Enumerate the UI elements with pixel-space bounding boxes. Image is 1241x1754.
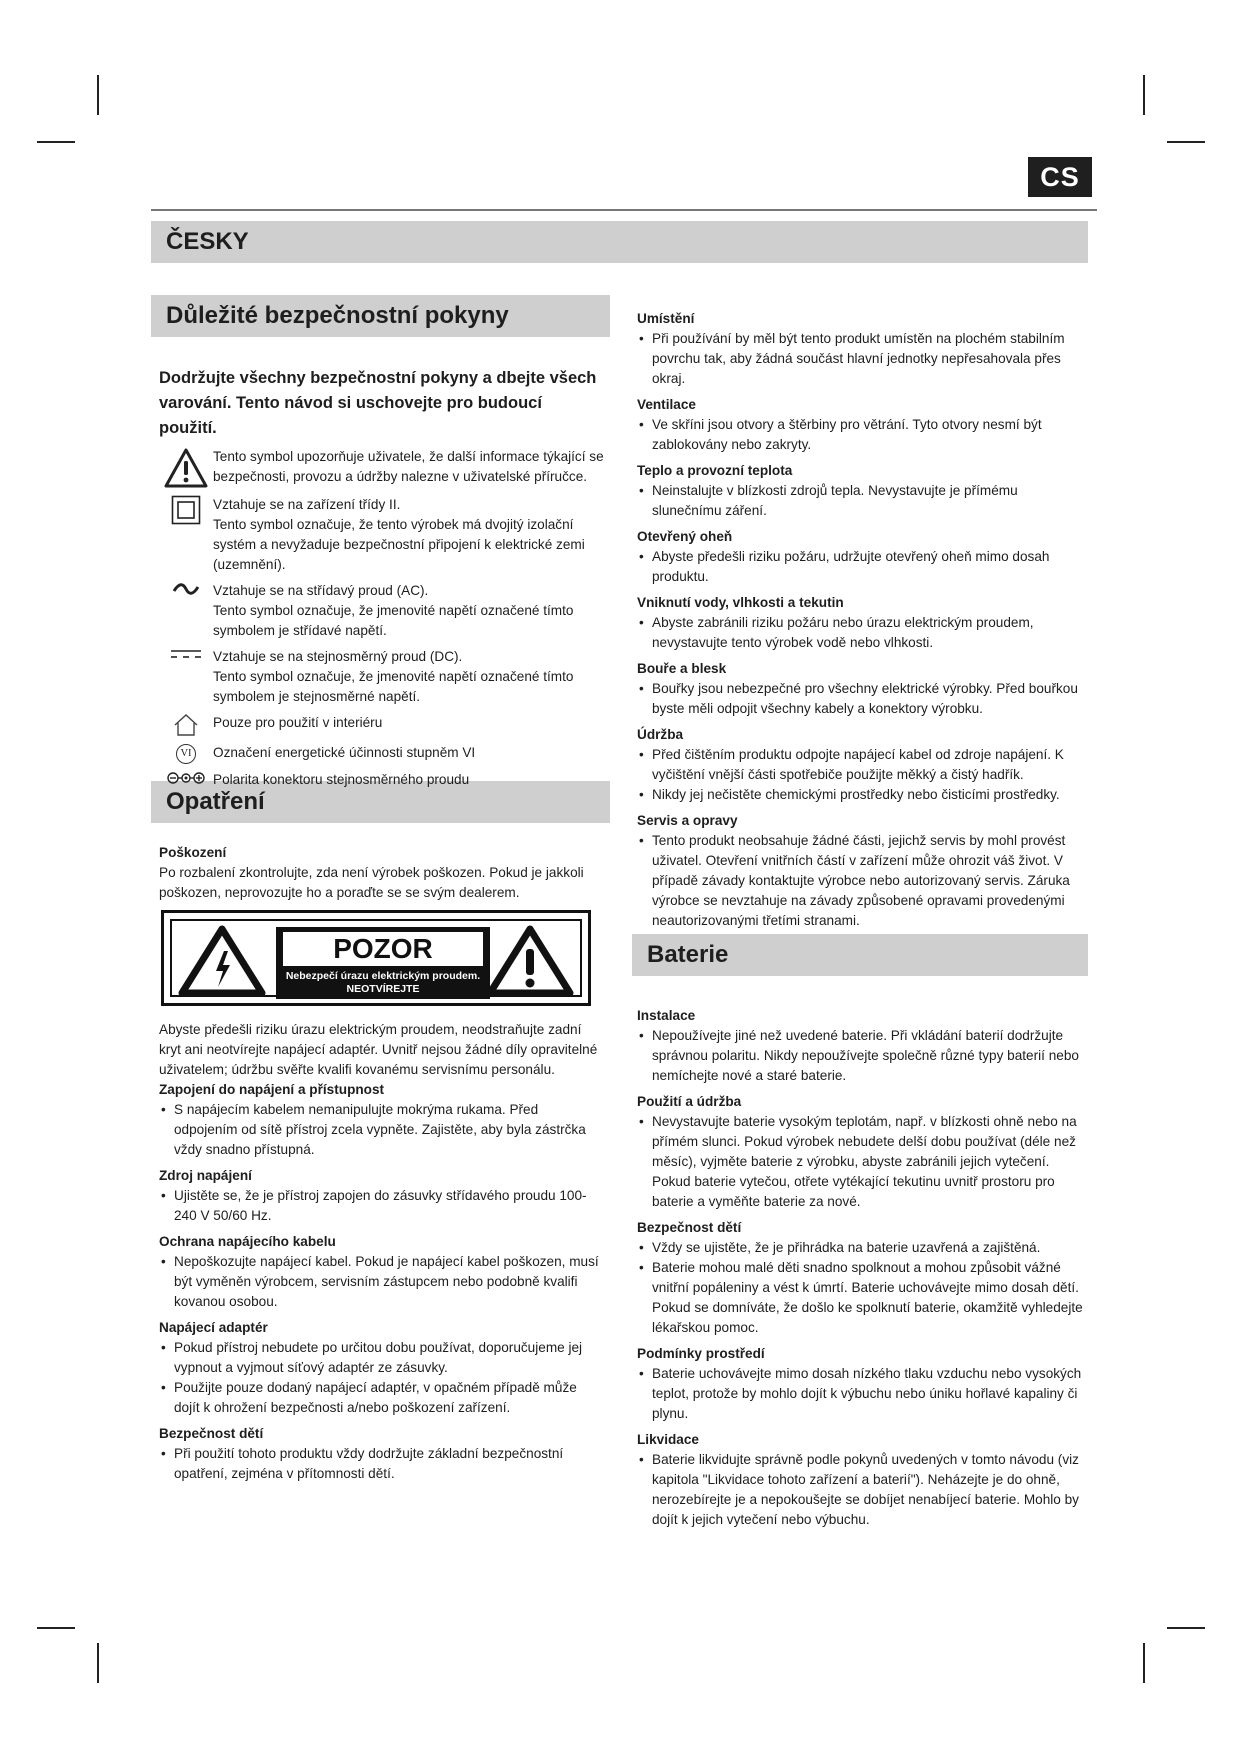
symbol-row — [159, 770, 604, 790]
precautions-sections — [159, 1080, 604, 1484]
section-title-battery: Baterie — [632, 934, 1088, 976]
subsection-heading: Otevřený oheň — [637, 529, 733, 544]
warning-triangle-icon — [159, 447, 213, 489]
bullet-item: • Bouřky jsou nebezpečné pro všechny elektrické výrobky. Před bouřkou byste měli odpojit všechny kabely a konektory výrobku. — [637, 679, 1087, 719]
bullet-item: • Vždy se ujistěte, že je přihrádka na baterie uzavřená a zajištěná. — [637, 1238, 1087, 1258]
subsection-heading: Bezpečnost dětí — [637, 1220, 742, 1235]
bullet-item: • Ujistěte se, že je přístroj zapojen do zásuvky střídavého proudu 100-240 V 50/60 Hz. — [159, 1186, 604, 1226]
subsection-heading: Ventilace — [637, 397, 696, 412]
safety-block — [159, 366, 604, 796]
subsection-heading: Teplo a provozní teplota — [637, 463, 793, 478]
subsection-heading: Bezpečnost dětí — [159, 1426, 264, 1441]
caution-text-panel — [276, 927, 490, 999]
subsection-heading: Vniknutí vody, vlhkosti a tekutin — [637, 595, 844, 610]
subsection-heading: Bouře a blesk — [637, 661, 727, 676]
crop-mark — [1143, 75, 1145, 115]
class-ii-icon — [159, 495, 213, 525]
subsection-heading: Údržba — [637, 727, 684, 742]
section-title-safety: Důležité bezpečnostní pokyny — [151, 295, 610, 337]
bullet-list — [637, 613, 1087, 653]
subsection-heading: Použití a údržba — [637, 1094, 742, 1109]
symbol-description: Vztahuje se na zařízení třídy II. Tento symbol označuje, že tento výrobek má dvojitý izolační systém a nevyžaduje bezpečnostní připojení k elektrické zemi (uzemnění). — [213, 497, 585, 572]
bullet-list — [159, 1338, 604, 1418]
symbol-description: Vztahuje se na střídavý proud (AC). Tento symbol označuje, že jmenovité napětí označené tímto symbolem je střídavé napětí. — [213, 583, 574, 638]
shock-warning-text: Abyste předešli riziku úrazu elektrickým proudem, neodstraňujte zadní kryt ani neotvírejte napájecí adaptér. Uvnitř nejsou žádné díly opravitelné uživatelem; údržbu svěřte kvalifi kovanému servisnímu personálu. — [159, 1022, 598, 1077]
subsection-heading: Servis a opravy — [637, 813, 738, 828]
subsection-heading: Podmínky prostředí — [637, 1346, 765, 1361]
bullet-item: • S napájecím kabelem nemanipulujte mokrýma rukama. Před odpojením od sítě přístroj zcela vypněte. Zajistěte, aby byla zástrčka vždy snadno přístupná. — [159, 1100, 604, 1160]
bullet-item: • Ve skříni jsou otvory a štěrbiny pro větrání. Tyto otvory nesmí být zablokovány nebo zakryty. — [637, 415, 1087, 455]
bullet-item: • Nepoškozujte napájecí kabel. Pokud je napájecí kabel poškozen, musí být vyměněn výrobcem, servisním zástupcem nebo podobně kvalifi kovanou osobou. — [159, 1252, 604, 1312]
right-sections — [637, 309, 1087, 931]
bullet-list — [159, 1186, 604, 1226]
symbol-row — [159, 447, 604, 489]
bullet-list — [637, 415, 1087, 455]
crop-mark — [37, 1627, 75, 1629]
crop-mark — [97, 1643, 99, 1683]
symbol-description: Tento symbol upozorňuje uživatele, že další informace týkající se bezpečnosti, provozu a údržby nalezne v uživatelské příručce. — [213, 449, 604, 484]
bullet-list — [159, 1100, 604, 1160]
bullet-list — [637, 831, 1087, 931]
bullet-list — [159, 1444, 604, 1484]
bullet-list — [637, 1450, 1087, 1530]
bullet-list — [637, 745, 1087, 805]
subsection-heading: Zapojení do napájení a přístupnost — [159, 1082, 385, 1097]
bullet-item: • Při použití tohoto produktu vždy dodržujte základní bezpečnostní opatření, zejména v přítomnosti dětí. — [159, 1444, 604, 1484]
precautions-block — [159, 843, 604, 903]
symbol-description: Označení energetické účinnosti stupněm VI — [213, 745, 476, 760]
dc-icon — [159, 647, 213, 661]
caution-title: POZOR — [283, 932, 483, 966]
language-code-badge: CS — [1028, 157, 1092, 197]
symbol-description: Pouze pro použití v interiéru — [213, 715, 383, 730]
symbol-row — [159, 647, 604, 707]
damage-heading: Poškození — [159, 845, 227, 860]
bullet-item: • Při používání by měl být tento produkt umístěn na plochém stabilním povrchu tak, aby žádná součást hlavní jednotky nepřesahovala přes okraj. — [637, 329, 1087, 389]
section-title-precautions: Opatření — [151, 781, 610, 823]
crop-mark — [1167, 141, 1205, 143]
efficiency-vi-icon — [159, 743, 213, 764]
symbol-description: Polarita konektoru stejnosměrného proudu — [213, 772, 470, 787]
crop-mark — [97, 75, 99, 115]
damage-text: Po rozbalení zkontrolujte, zda není výrobek poškozen. Pokud je jakkoli poškozen, neprovozujte ho a poraďte se se svým dealerem. — [159, 865, 584, 900]
crop-mark — [1143, 1643, 1145, 1683]
header-rule — [151, 209, 1097, 211]
bullet-item: • Pokud přístroj nebudete po určitou dobu používat, doporučujeme jej vypnout a vyjmout síťový adaptér ze zásuvky. — [159, 1338, 604, 1378]
subsection-heading: Ochrana napájecího kabelu — [159, 1234, 336, 1249]
bullet-item: • Abyste předešli riziku požáru, udržujte otevřený oheň mimo dosah produktu. — [637, 547, 1087, 587]
bullet-item: • Použijte pouze dodaný napájecí adaptér, v opačném případě může dojít k ohrožení bezpečnosti a/nebo poškození zařízení. — [159, 1378, 604, 1418]
symbol-row — [159, 743, 604, 764]
symbol-list — [159, 447, 604, 790]
bullet-list — [637, 329, 1087, 389]
bullet-list — [637, 1364, 1087, 1424]
precautions-continued — [159, 1020, 604, 1484]
caution-subtitle: Nebezpečí úrazu elektrickým proudem. NEOTVÍREJTE — [285, 970, 481, 995]
bullet-list — [637, 547, 1087, 587]
bullet-item: • Abyste zabránili riziku požáru nebo úrazu elektrickým proudem, nevystavujte tento výrobek vodě nebo vlhkosti. — [637, 613, 1087, 653]
subsection-heading: Zdroj napájení — [159, 1168, 252, 1183]
bullet-list — [637, 679, 1087, 719]
polarity-icon — [159, 770, 213, 786]
bullet-item: • Nevystavujte baterie vysokým teplotám, např. v blízkosti ohně nebo na přímém slunci. Pokud výrobek nebudete delší dobu používat (déle než měsíc), vyjměte baterie z výrobku, abyste zabránili jejich vytečení. Pokud baterie vytečou, otřete vytékající tekutinu uvnitř prostoru pro baterie a vyměňte baterie za nové. — [637, 1112, 1087, 1212]
bullet-list — [159, 1252, 604, 1312]
bullet-list — [637, 481, 1087, 521]
caution-label — [161, 910, 591, 1006]
electric-shock-icon — [178, 925, 266, 997]
crop-mark — [1167, 1627, 1205, 1629]
bullet-list — [637, 1238, 1087, 1338]
subsection-heading: Umístění — [637, 311, 695, 326]
bullet-item: • Před čištěním produktu odpojte napájecí kabel od zdroje napájení. K vyčištění vnější části spotřebiče použijte měkký a čistý hadřík. — [637, 745, 1087, 785]
bullet-item: • Baterie mohou malé děti snadno spolknout a mohou způsobit vážné vnitřní popáleniny a vést k úmrtí. Baterie uchovávejte mimo dosah dětí. Pokud se domníváte, že došlo ke spolknutí baterie, okamžitě vyhledejte lékařskou pomoc. — [637, 1258, 1087, 1338]
battery-sections — [637, 1006, 1087, 1530]
symbol-row — [159, 581, 604, 641]
efficiency-vi-label: VI — [176, 744, 196, 764]
indoor-house-icon — [159, 713, 213, 737]
ac-icon — [159, 581, 213, 597]
bullet-item: • Baterie likvidujte správně podle pokynů uvedených v tomto návodu (viz kapitola "Likvidace tohoto zařízení a baterií"). Neházejte je do ohně, nerozebírejte je a nepokoušejte se dobíjet nenabíjecí baterie. Mohlo by dojít k jejich vytečení nebo výbuchu. — [637, 1450, 1087, 1530]
bullet-list — [637, 1112, 1087, 1212]
symbol-row — [159, 495, 604, 575]
symbol-description: Vztahuje se na stejnosměrný proud (DC). Tento symbol označuje, že jmenovité napětí označené tímto symbolem je stejnosměrné napětí. — [213, 649, 574, 704]
safety-intro: Dodržujte všechny bezpečnostní pokyny a dbejte všech varování. Tento návod si uschovejte pro budoucí použití. — [159, 369, 597, 437]
subsection-heading: Instalace — [637, 1008, 696, 1023]
crop-mark — [37, 141, 75, 143]
subsection-heading: Likvidace — [637, 1432, 699, 1447]
subsection-heading: Napájecí adaptér — [159, 1320, 268, 1335]
bullet-item: • Nikdy jej nečistěte chemickými prostředky nebo čisticími prostředky. — [637, 785, 1087, 805]
language-title: ČESKY — [151, 221, 1088, 263]
bullet-list — [637, 1026, 1087, 1086]
warning-triangle-icon — [486, 925, 574, 997]
bullet-item: • Neinstalujte v blízkosti zdrojů tepla. Nevystavujte je přímému slunečnímu záření. — [637, 481, 1087, 521]
bullet-item: • Tento produkt neobsahuje žádné části, jejichž servis by mohl provést uživatel. Otevření vnitřních částí v zařízení může ohrozit váš život. V případě závady kontaktujte výrobce nebo autorizovaný servis. Záruka výrobce se nevztahuje na závady způsobené opravami provedenými neautorizovanými třetími stranami. — [637, 831, 1087, 931]
caution-frame — [170, 919, 582, 997]
bullet-item: • Nepoužívejte jiné než uvedené baterie. Při vkládání baterií dodržujte správnou polaritu. Nikdy nepoužívejte společně různé typy baterií nebo nemíchejte nové a staré baterie. — [637, 1026, 1087, 1086]
symbol-row — [159, 713, 604, 737]
bullet-item: • Baterie uchovávejte mimo dosah nízkého tlaku vzduchu nebo vysokých teplot, protože by mohlo dojít k výbuchu nebo úniku hořlavé kapaliny či plynu. — [637, 1364, 1087, 1424]
